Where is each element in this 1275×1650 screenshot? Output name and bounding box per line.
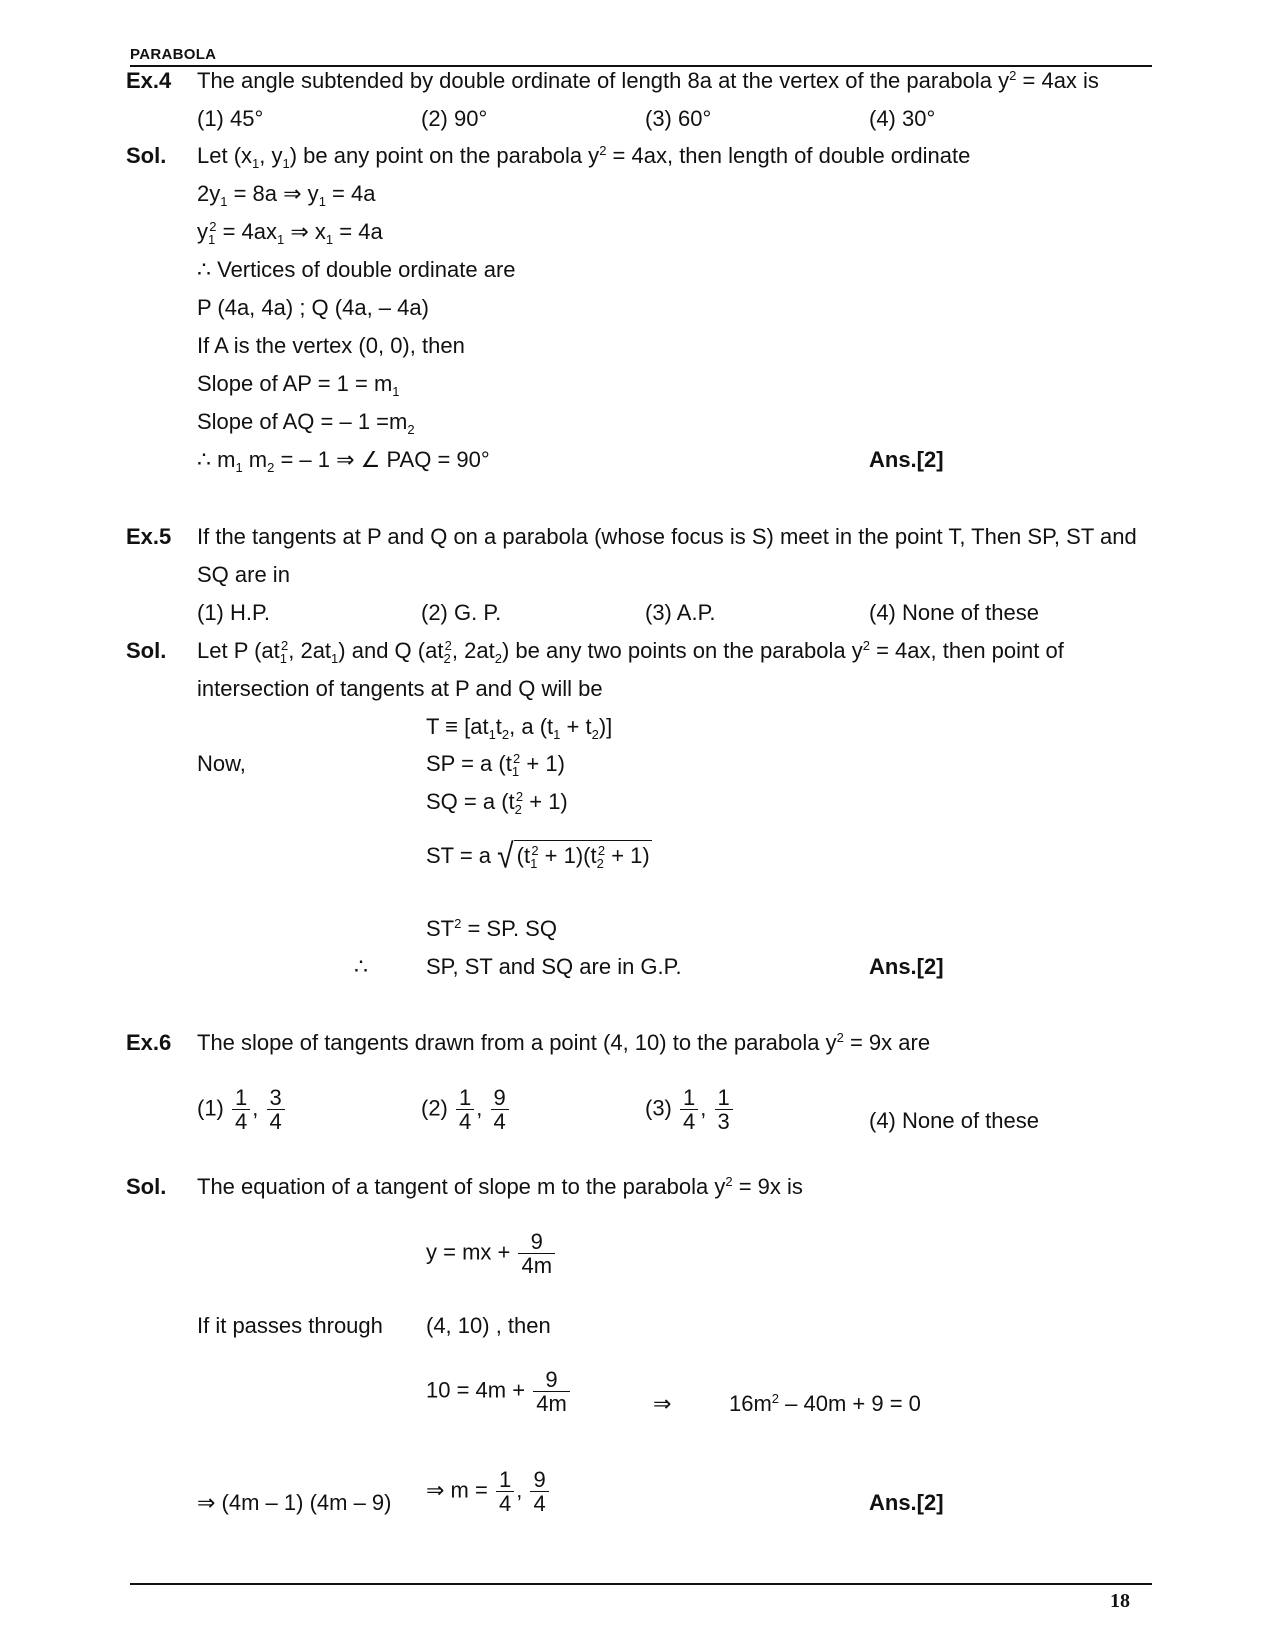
ex6-pass-point: (4, 10) , then bbox=[426, 1313, 551, 1338]
ex6-option-4: (4) None of these bbox=[869, 1108, 1039, 1133]
ex4-option-2: (2) 90° bbox=[421, 106, 488, 131]
ex5-answer: Ans.[2] bbox=[869, 954, 944, 979]
sqrt-sign: √ bbox=[497, 837, 514, 876]
ex5-sq: SQ = a $(t_2^2 + 1)$ bbox=[426, 789, 568, 817]
ex4-sol-line-4: ∴ Vertices of double ordinate are bbox=[197, 257, 516, 282]
ex6-pass-label: If it passes through bbox=[197, 1313, 383, 1338]
ex4-sol-line-6: If A is the vertex (0, 0), then bbox=[197, 333, 465, 358]
ex4-sol-line-5: P (4a, 4a) ; Q (4a, – 4a) bbox=[197, 295, 429, 320]
ex5-option-2: (2) G. P. bbox=[421, 600, 502, 625]
ex6-implies: ⇒ bbox=[653, 1391, 672, 1416]
ex6-option-2: (2) $\frac{1}{4}$ , $\frac{9}{4}$ bbox=[421, 1086, 511, 1133]
ex6-substituted-eq: 10 = 4m + $\frac{9}{4m}$ bbox=[426, 1368, 572, 1415]
ex4-sol-line-1: Let ($x_1$, $y_1$) be any point on the parabola $y^2 = 4ax$, then length of double ordinate bbox=[197, 143, 971, 171]
ex5-question-line-2: SQ are in bbox=[197, 562, 290, 587]
ex5-sol-label: Sol. bbox=[126, 638, 167, 663]
ex4-option-1: (1) 45° bbox=[197, 106, 264, 131]
ex5-label: Ex.5 bbox=[126, 524, 172, 549]
ex4-sol-line-2: $2y_1 = 8a$ ⇒ $y_1 = 4a$ bbox=[197, 181, 376, 209]
ex5-option-1: (1) H.P. bbox=[197, 600, 270, 625]
sqrt-radicand: $(t_1^2 + 1)(t_2^2 + 1)$ bbox=[514, 840, 652, 869]
ex6-option-3: (3) $\frac{1}{4}$ , $\frac{1}{3}$ bbox=[645, 1086, 735, 1133]
ex6-sol-line-1: The equation of a tangent of slope m to the parabola $y^2 = 9x$ is bbox=[197, 1174, 803, 1199]
ex5-st: ST = a √ $(t_1^2 + 1)(t_2^2 + 1)$ bbox=[426, 837, 650, 876]
ex5-option-3: (3) A.P. bbox=[645, 600, 716, 625]
ex4-answer: Ans.[2] bbox=[869, 447, 944, 472]
ex4-question: The angle subtended by double ordinate of length 8a at the vertex of the parabola $y^2 = 4ax$ is bbox=[197, 68, 1099, 93]
ex5-t-point: $T \equiv [at_1t_2$, a $(t_1 + t_2)$] bbox=[426, 714, 613, 742]
ex4-sol-line-3: $y_1^2 = 4ax_1$ ⇒ $x_1 = 4a$ bbox=[197, 219, 383, 247]
ex4-sol-line-9: ∴ $m_1$ $m_2$ = – 1 ⇒ ∠ PAQ = 90° bbox=[197, 447, 490, 475]
ex4-sol-line-8: Slope of AQ = – $1 =m_2$ bbox=[197, 409, 415, 437]
ex6-quadratic: $16m^2 - 40m + 9 = 0$ bbox=[729, 1391, 921, 1416]
ex6-label: Ex.6 bbox=[126, 1030, 172, 1055]
page-number: 18 bbox=[1110, 1590, 1130, 1612]
ex4-option-3: (3) 60° bbox=[645, 106, 712, 131]
ex5-conclusion: SP, ST and SQ are in G.P. bbox=[426, 954, 682, 979]
page-header: PARABOLA bbox=[130, 46, 217, 63]
ex5-sp: SP = a $(t_1^2 + 1)$ bbox=[426, 751, 565, 779]
ex4-sol-label: Sol. bbox=[126, 143, 167, 168]
ex5-therefore: ∴ bbox=[354, 954, 368, 979]
ex5-sol-line-2: intersection of tangents at P and Q will be bbox=[197, 676, 603, 701]
ex6-factored: ⇒ (4m – 1) (4m – 9) bbox=[197, 1490, 392, 1515]
ex4-sol-line-7: Slope of AP = $1 = m_1$ bbox=[197, 371, 400, 399]
ex5-now: Now, bbox=[197, 751, 246, 776]
ex5-question-line-1: If the tangents at P and Q on a parabola (whose focus is S) meet in the point T, Then SP, ST and bbox=[197, 524, 1137, 549]
ex6-question: The slope of tangents drawn from a point (4, 10) to the parabola $y^2 = 9x$ are bbox=[197, 1030, 931, 1055]
ex6-tangent-eq: y = mx + $\frac{9}{4m}$ bbox=[426, 1230, 557, 1277]
ex6-sol-label: Sol. bbox=[126, 1174, 167, 1199]
ex6-answer: Ans.[2] bbox=[869, 1490, 944, 1515]
ex6-roots: ⇒ m = $\frac{1}{4}$ , $\frac{9}{4}$ bbox=[426, 1468, 551, 1515]
ex5-sol-line-1: Let P ($at_1^2$, $2at_1$) and Q ($at_2^2$, $2at_2$) be any two points on the parabola $y^2 = 4ax$, then point of bbox=[197, 638, 1064, 666]
ex4-label: Ex.4 bbox=[126, 68, 172, 93]
ex6-option-1: (1) $\frac{1}{4}$ , $\frac{3}{4}$ bbox=[197, 1086, 287, 1133]
footer-rule bbox=[130, 1583, 1152, 1585]
ex5-option-4: (4) None of these bbox=[869, 600, 1039, 625]
ex5-st-squared: $ST^2$ = SP. SQ bbox=[426, 916, 557, 941]
header-rule bbox=[130, 65, 1152, 67]
ex4-option-4: (4) 30° bbox=[869, 106, 936, 131]
